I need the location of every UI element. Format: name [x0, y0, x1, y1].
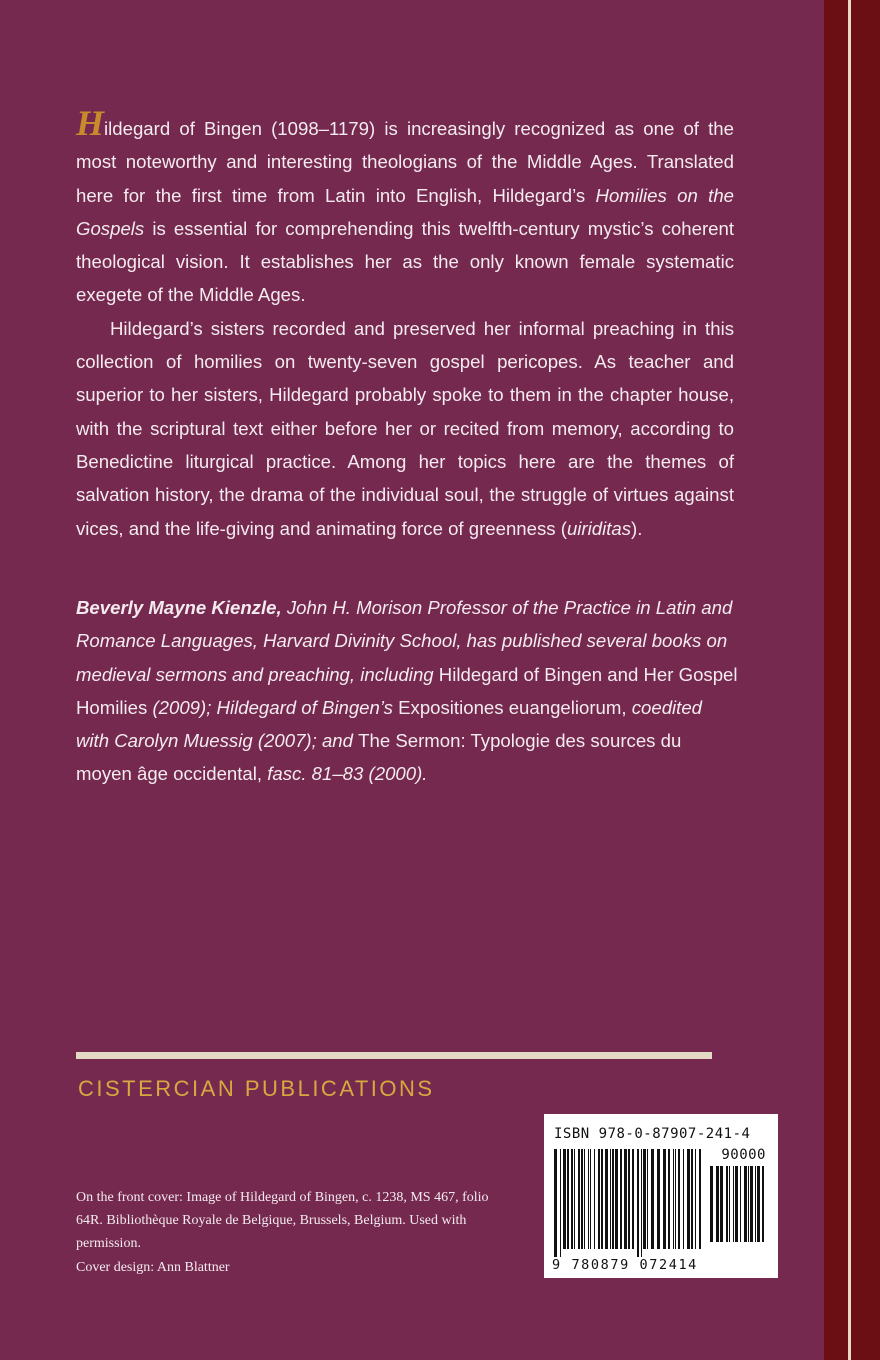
- barcode-bar: [744, 1166, 747, 1242]
- barcode-bar: [632, 1149, 634, 1249]
- barcode-bar: [647, 1149, 648, 1249]
- barcode-bar: [584, 1149, 585, 1249]
- book-title: The Sermon: Typologie des sources du moyen âge occidental,: [76, 730, 682, 785]
- barcode-bar: [675, 1149, 676, 1249]
- barcode-bar: [755, 1166, 756, 1242]
- barcode-label: [544, 1114, 778, 1278]
- barcode-bar: [590, 1149, 591, 1249]
- barcode-bar: [563, 1149, 566, 1249]
- barcode-bar: [678, 1149, 680, 1249]
- barcode-bar: [733, 1166, 734, 1242]
- barcode-bar: [673, 1149, 674, 1249]
- barcode-bar: [578, 1149, 580, 1249]
- book-title: Hildegard of Bingen and Her Gospel Homilies: [76, 663, 738, 718]
- barcode-bar: [750, 1166, 753, 1242]
- barcode-bar: [735, 1166, 738, 1242]
- latin-term: uiriditas: [566, 517, 632, 539]
- description-blurb: [76, 103, 735, 545]
- price-code: 90000: [721, 1147, 766, 1163]
- barcode-bar: [657, 1149, 660, 1249]
- barcode-bar: [748, 1166, 749, 1242]
- barcode-bar: [651, 1149, 654, 1249]
- barcode-bar: [668, 1149, 670, 1249]
- book-title: Homilies on the Gospels: [76, 184, 735, 239]
- drop-cap: H: [76, 103, 105, 143]
- barcode-bar: [687, 1149, 690, 1249]
- barcode-bar: [581, 1149, 583, 1249]
- barcode-bar: [643, 1149, 646, 1249]
- cover-design-credit: Cover design: Ann Blattner: [76, 1260, 230, 1275]
- addon-barcode: [710, 1166, 766, 1250]
- barcode-bar: [615, 1149, 618, 1249]
- cover-image-credit: On the front cover: Image of Hildegard of Bingen, c. 1238, MS 467, folio 64R. Bibliothèque Royale de Belgique, Brussels, Belgium. Used with permission.: [76, 1190, 489, 1251]
- barcode-bar: [699, 1149, 701, 1249]
- barcode-bar: [598, 1149, 600, 1249]
- barcode-bar: [695, 1149, 696, 1249]
- barcode-bar: [594, 1149, 595, 1249]
- publisher-name: CISTERCIAN PUBLICATIONS: [78, 1076, 435, 1101]
- barcode-bar: [624, 1149, 627, 1249]
- barcode-bar: [628, 1149, 630, 1249]
- ean-digits: 9 780879 072414: [552, 1257, 698, 1273]
- barcode-bar: [757, 1166, 760, 1242]
- barcode-bar: [571, 1149, 573, 1249]
- author-bio: Beverly Mayne Kienzle, John H. Morison Professor of the Practice in Latin and Romance Languages, Harvard Divinity School, has published several books on medieval sermons and preaching, including Hildegard of Bingen and Her Gospel Homilies (2009); Hildegard of Bingen’s Expositiones euangeliorum, coedited with Carolyn Muessig (2007); and The Sermon: Typologie des sources du moyen âge occidental, fasc. 81–83 (2000).: [76, 597, 738, 785]
- barcode-bar: [683, 1149, 684, 1249]
- blurb-paragraph-1: Hildegard of Bingen (1098–1179) is increasingly recognized as one of the most noteworthy and interesting theologians of the Middle Ages. Translated here for the first time from Latin into English, Hildegard’s Homilies on the Gospels is essential for comprehending this twelfth-century mystic’s coherent theological vision. It establishes her as the only known female systematic exegete of the Middle Ages.: [76, 103, 735, 306]
- barcode-bar: [762, 1166, 764, 1242]
- barcode-bar: [710, 1166, 713, 1242]
- barcode-bar: [605, 1149, 608, 1249]
- barcode-bar: [601, 1149, 603, 1249]
- book-title: Expositiones euangeliorum,: [398, 696, 627, 718]
- barcode-bar: [716, 1166, 719, 1242]
- barcode-bar: [637, 1149, 639, 1257]
- ean-barcode: [554, 1149, 704, 1257]
- author-name: Beverly Mayne Kienzle,: [76, 597, 282, 618]
- blurb-paragraph-2: Hildegard’s sisters recorded and preserved her informal preaching in this collection of homilies on twenty-seven gospel pericopes. As teacher and superior to her sisters, Hildegard probably spoke to them in the chapter house, with the scriptural text either before her or recited from memory, according to Benedictine liturgical practice. Among her topics here are the themes of salvation history, the drama of the individual soul, the struggle of virtues against vices, and the life-giving and animating force of greenness (uiriditas).: [76, 317, 734, 539]
- barcode-bar: [620, 1149, 622, 1249]
- barcode-bar: [610, 1149, 611, 1249]
- barcode-bar: [554, 1149, 557, 1257]
- barcode-bar: [574, 1149, 575, 1249]
- barcode-bar: [663, 1149, 666, 1249]
- barcode-bar: [641, 1149, 642, 1257]
- barcode-bar: [729, 1166, 730, 1242]
- isbn-text: ISBN 978-0-87907-241-4: [554, 1126, 751, 1142]
- spine-strip: [824, 0, 880, 1360]
- divider-rule: [76, 1052, 712, 1059]
- barcode-bar: [720, 1166, 723, 1242]
- barcode-bar: [588, 1149, 589, 1249]
- barcode-bar: [612, 1149, 614, 1249]
- barcode-bar: [567, 1149, 569, 1249]
- barcode-bar: [691, 1149, 693, 1249]
- barcode-bar: [740, 1166, 741, 1242]
- spine-rule: [848, 0, 851, 1360]
- barcode-bar: [560, 1149, 561, 1257]
- barcode-bar: [726, 1166, 728, 1242]
